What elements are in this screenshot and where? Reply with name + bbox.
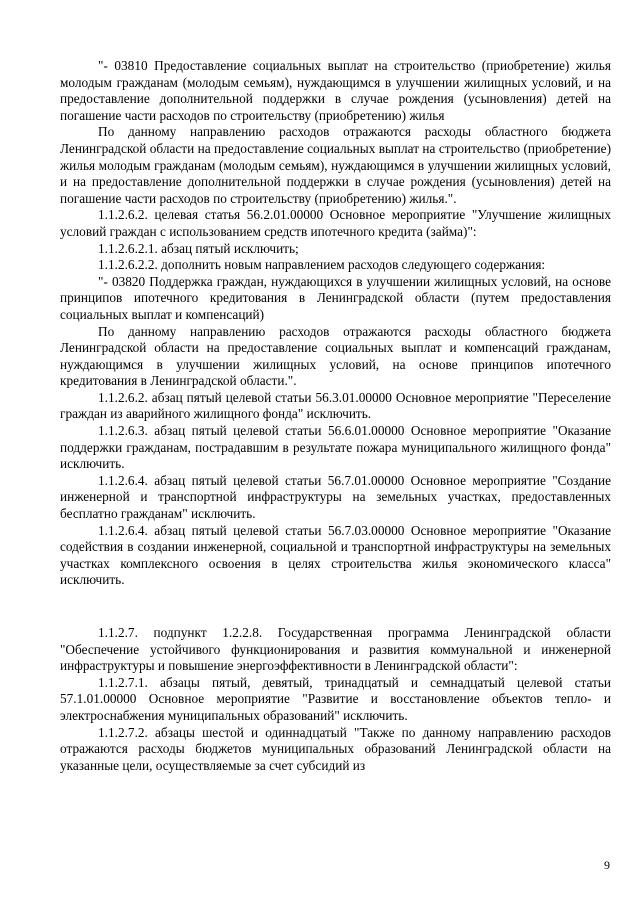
paragraph-03810-heading: "- 03810 Предоставление социальных выплат на строительство (приобретение) жилья молодым гражданам (молодым семьям), нуждающимся в улучшении жилищных условий, и на предоставление дополнительной поддержки в случае рождения (усыновления) детей на погашение части расходов по строительству (приобретению) жилья [60,58,611,123]
paragraph-1-1-2-7: 1.1.2.7. подпункт 1.2.2.8. Государственная программа Ленинградской области "Обеспечение устойчивого функционирования и развития коммунальной и инженерной инфраструктуры и повышение энергоэффективности в Ленинградской области": [60,625,611,674]
paragraph-1-1-2-7-1: 1.1.2.7.1. абзацы пятый, девятый, тринадцатый и семнадцатый целевой статьи 57.1.01.00000 Основное мероприятие "Развитие и восстановление объектов тепло- и электроснабжения муниципальных образований" исключить. [60,674,611,723]
paragraph-1-1-2-6-2: 1.1.2.6.2. целевая статья 56.2.01.00000 Основное мероприятие "Улучшение жилищных условий граждан с использованием средств ипотечного кредита (займа)": [60,207,611,239]
paragraph-03810-description: По данному направлению расходов отражаются расходы областного бюджета Ленинградской области на предоставление социальных выплат на строительство (приобретение) жилья молодым гражданам (молодым семьям), нуждающимся в улучшении жилищных условий, и на предоставление дополнительной поддержки в случае рождения (усыновления) детей на погашение части расходов по строительству (приобретению) жилья.". [60,124,611,206]
page-number: 9 [604,858,610,872]
paragraph-56-6-01: 1.1.2.6.3. абзац пятый целевой статьи 56.6.01.00000 Основное мероприятие "Оказание поддержки гражданам, пострадавшим в результате пожара муниципального жилищного фонда" исключить. [60,423,611,472]
paragraph-1-1-2-6-2-1: 1.1.2.6.2.1. абзац пятый исключить; [98,240,299,256]
paragraph-03820-heading: "- 03820 Поддержка граждан, нуждающихся в улучшении жилищных условий, на основе принципов ипотечного кредитования в Ленинградской области (путем предоставления социальных выплат и компенсаций) [60,273,611,322]
paragraph-56-7-03: 1.1.2.6.4. абзац пятый целевой статьи 56.7.03.00000 Основное мероприятие "Оказание содействия в создании инженерной, социальной и транспортной инфраструктуры на земельных участках комплексного освоения в целях строительства жилья экономического класса" исключить. [60,522,611,588]
document-body [60,58,611,774]
section-spacer [60,589,611,625]
paragraph-1-1-2-6-2-2: 1.1.2.6.2.2. дополнить новым направлением расходов следующего содержания: [98,257,546,273]
paragraph-03820-description: По данному направлению расходов отражаются расходы областного бюджета Ленинградской области на предоставление социальных выплат и компенсаций гражданам, нуждающимся в улучшении жилищных условий, на основе принципов ипотечного кредитования в Ленинградской области.". [60,323,611,389]
paragraph-56-7-01: 1.1.2.6.4. абзац пятый целевой статьи 56.7.01.00000 Основное мероприятие "Создание инженерной и транспортной инфраструктуры на земельных участках, предоставленных бесплатно гражданам" исключить. [60,472,611,522]
paragraph-56-3-01: 1.1.2.6.2. абзац пятый целевой статьи 56.3.01.00000 Основное мероприятие "Переселение граждан из аварийного жилищного фонда" исключить. [60,389,611,422]
paragraph-1-1-2-7-2: 1.1.2.7.2. абзацы шестой и одиннадцатый "Также по данному направлению расходов отражаются расходы бюджетов муниципальных образований Ленинградской области на указанные цели, осуществляемые за счет субсидий из [60,724,611,773]
